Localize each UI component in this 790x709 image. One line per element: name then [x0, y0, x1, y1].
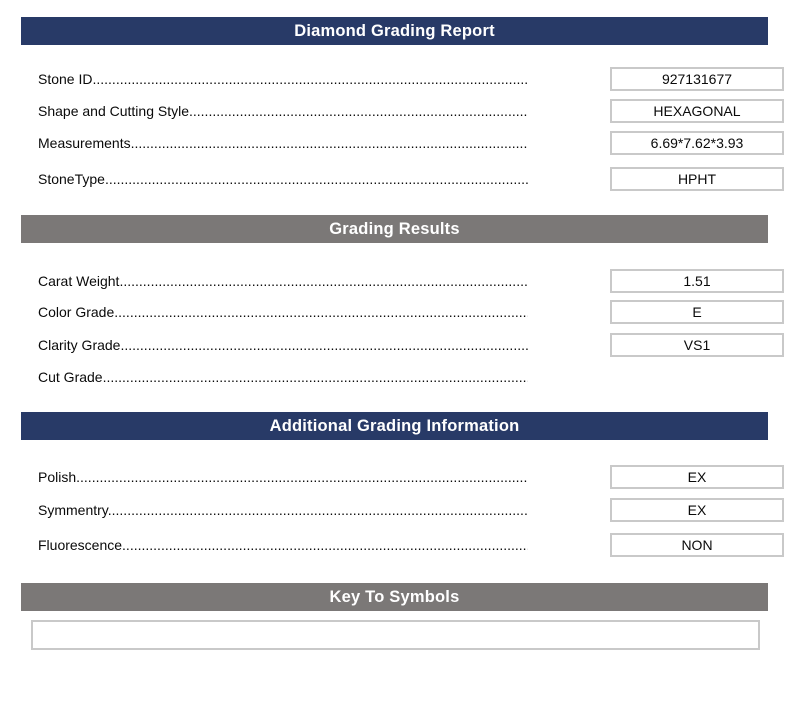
key-to-symbols-box — [31, 620, 760, 650]
measurements-value: 6.69*7.62*3.93 — [610, 131, 784, 155]
clarity-grade-label: Clarity Grade ..... — [38, 337, 528, 353]
section-header-grading-results: Grading Results — [21, 215, 768, 243]
shape-and-cutting-style-label: Shape and Cutting Style ..... — [38, 103, 528, 119]
row-stone-id — [38, 67, 733, 91]
stone-id-value: 927131677 — [610, 67, 784, 91]
stone-type-label: StoneType ..... — [38, 171, 528, 187]
row-polish — [38, 465, 707, 489]
measurements-label: Measurements ..... — [38, 135, 528, 151]
polish-label: Polish ..... — [38, 469, 528, 485]
row-measurements — [38, 131, 744, 155]
clarity-grade-value: VS1 — [610, 333, 784, 357]
row-fluorescence — [38, 533, 713, 557]
fluorescence-value: NON — [610, 533, 784, 557]
section-header-additional-grading-information: Additional Grading Information — [21, 412, 768, 440]
row-shape-and-cutting-style — [38, 99, 741, 123]
fluorescence-label: Fluorescence ..... — [38, 537, 528, 553]
shape-and-cutting-style-value: HEXAGONAL — [610, 99, 784, 123]
color-grade-value: E — [610, 300, 784, 324]
section-header-diamond-grading-report: Diamond Grading Report — [21, 17, 768, 45]
stone-id-label: Stone ID ..... — [38, 71, 528, 87]
symmentry-value: EX — [610, 498, 784, 522]
color-grade-label: Color Grade ..... — [38, 304, 528, 320]
row-color-grade — [38, 300, 702, 324]
row-symmentry — [38, 498, 707, 522]
row-carat-weight — [38, 269, 711, 293]
stone-type-value: HPHT — [610, 167, 784, 191]
polish-value: EX — [610, 465, 784, 489]
symmentry-label: Symmentry ..... — [38, 502, 528, 518]
row-cut-grade — [38, 365, 528, 389]
row-clarity-grade — [38, 333, 711, 357]
carat-weight-label: Carat Weight ..... — [38, 273, 528, 289]
row-stone-type — [38, 167, 717, 191]
carat-weight-value: 1.51 — [610, 269, 784, 293]
section-header-key-to-symbols: Key To Symbols — [21, 583, 768, 611]
cut-grade-label: Cut Grade ..... — [38, 369, 528, 385]
